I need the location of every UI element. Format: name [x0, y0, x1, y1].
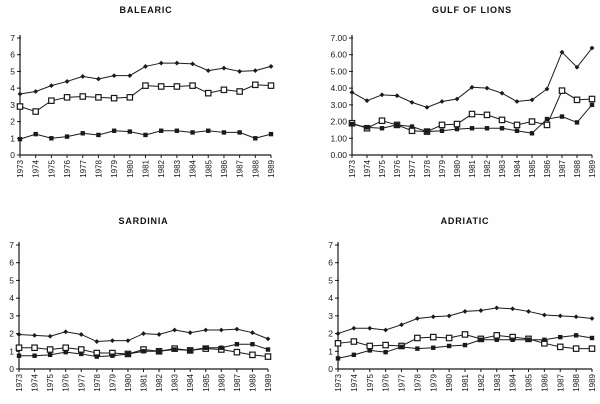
- svg-text:1985: 1985: [524, 374, 534, 392]
- svg-text:1.00: 1.00: [330, 133, 347, 144]
- svg-text:1983: 1983: [170, 374, 180, 392]
- svg-text:1984: 1984: [186, 374, 196, 392]
- svg-text:1977: 1977: [78, 160, 88, 178]
- svg-text:1985: 1985: [204, 160, 214, 178]
- svg-text:1980: 1980: [123, 374, 133, 392]
- svg-text:1985: 1985: [528, 160, 537, 178]
- svg-text:1988: 1988: [248, 374, 258, 392]
- svg-text:1983: 1983: [492, 374, 502, 392]
- svg-text:1976: 1976: [393, 160, 402, 178]
- svg-text:1: 1: [9, 346, 14, 357]
- chart-gulf-of-lions: [300, 0, 600, 202]
- svg-text:3: 3: [10, 99, 15, 110]
- svg-text:1974: 1974: [349, 374, 359, 392]
- svg-text:1988: 1988: [251, 160, 261, 178]
- svg-text:6.00: 6.00: [330, 49, 347, 60]
- chart-balearic: [0, 0, 300, 202]
- svg-text:5: 5: [10, 66, 15, 77]
- svg-text:4.00: 4.00: [330, 83, 347, 94]
- svg-text:3: 3: [328, 310, 333, 321]
- svg-text:1987: 1987: [232, 374, 242, 392]
- svg-text:0: 0: [9, 364, 14, 374]
- svg-text:1976: 1976: [381, 374, 391, 392]
- svg-text:1989: 1989: [588, 160, 597, 178]
- svg-text:1984: 1984: [508, 374, 518, 392]
- svg-text:1974: 1974: [363, 160, 372, 178]
- svg-text:1987: 1987: [556, 374, 566, 392]
- svg-text:4: 4: [10, 83, 15, 94]
- chart-title-gulf-of-lions: GULF OF LIONS: [432, 5, 512, 15]
- svg-text:0: 0: [328, 364, 333, 374]
- svg-text:1982: 1982: [157, 160, 167, 178]
- svg-text:1984: 1984: [513, 160, 522, 178]
- svg-text:3.00: 3.00: [330, 99, 347, 110]
- svg-text:2: 2: [328, 328, 333, 339]
- svg-text:1986: 1986: [219, 160, 229, 178]
- svg-text:1982: 1982: [155, 374, 165, 392]
- svg-text:1987: 1987: [558, 160, 567, 178]
- chart-canvas-adriatic: [300, 202, 600, 404]
- svg-text:1978: 1978: [92, 374, 102, 392]
- chart-title-balearic: BALEARIC: [119, 5, 173, 15]
- svg-text:1982: 1982: [476, 374, 486, 392]
- svg-text:1987: 1987: [235, 160, 245, 178]
- svg-text:1982: 1982: [483, 160, 492, 178]
- svg-text:0: 0: [10, 150, 15, 160]
- chart-sardinia: [0, 202, 300, 404]
- svg-text:0.00: 0.00: [330, 150, 347, 160]
- svg-text:2: 2: [10, 116, 15, 127]
- svg-text:1976: 1976: [61, 374, 71, 392]
- svg-text:4: 4: [9, 293, 14, 304]
- svg-text:1978: 1978: [423, 160, 432, 178]
- svg-text:1975: 1975: [365, 374, 375, 392]
- chart-title-adriatic: ADRIATIC: [440, 216, 490, 226]
- svg-text:5.00: 5.00: [330, 66, 347, 77]
- svg-text:1973: 1973: [16, 160, 25, 178]
- svg-text:1978: 1978: [94, 160, 104, 178]
- svg-text:6: 6: [328, 257, 333, 268]
- svg-text:1980: 1980: [453, 160, 462, 178]
- svg-text:1981: 1981: [461, 374, 470, 392]
- svg-text:1978: 1978: [413, 374, 423, 392]
- svg-text:1985: 1985: [201, 374, 211, 392]
- svg-text:1980: 1980: [445, 374, 455, 392]
- svg-text:1979: 1979: [429, 374, 439, 392]
- svg-text:1983: 1983: [498, 160, 507, 178]
- svg-text:1977: 1977: [408, 160, 417, 178]
- svg-text:5: 5: [9, 275, 14, 286]
- svg-text:1988: 1988: [573, 160, 582, 178]
- svg-text:1: 1: [328, 346, 333, 357]
- chart-canvas-gulf-of-lions: [300, 0, 600, 202]
- svg-text:1979: 1979: [438, 160, 447, 178]
- svg-text:2: 2: [9, 328, 14, 339]
- svg-text:1979: 1979: [108, 374, 118, 392]
- chart-title-sardinia: SARDINIA: [118, 216, 169, 226]
- svg-text:1976: 1976: [63, 160, 73, 178]
- svg-text:1975: 1975: [47, 160, 57, 178]
- svg-text:6: 6: [9, 257, 14, 268]
- svg-text:3: 3: [9, 310, 14, 321]
- svg-text:1989: 1989: [588, 374, 597, 392]
- svg-text:1988: 1988: [572, 374, 582, 392]
- svg-text:1975: 1975: [378, 160, 387, 178]
- svg-text:5: 5: [328, 275, 333, 286]
- svg-text:1974: 1974: [31, 160, 41, 178]
- svg-text:7: 7: [9, 240, 14, 250]
- svg-text:6: 6: [10, 49, 15, 60]
- svg-text:7: 7: [10, 33, 15, 43]
- chart-canvas-sardinia: [0, 202, 300, 404]
- svg-text:1974: 1974: [30, 374, 40, 392]
- svg-text:2.00: 2.00: [330, 116, 347, 127]
- svg-text:1986: 1986: [540, 374, 550, 392]
- svg-text:1983: 1983: [172, 160, 182, 178]
- svg-text:1986: 1986: [543, 160, 552, 178]
- svg-text:1989: 1989: [267, 160, 276, 178]
- svg-text:7.00: 7.00: [330, 33, 347, 43]
- svg-text:1981: 1981: [468, 160, 477, 178]
- svg-text:1986: 1986: [217, 374, 227, 392]
- svg-text:1: 1: [10, 133, 15, 144]
- svg-text:1977: 1977: [77, 374, 87, 392]
- svg-text:4: 4: [328, 293, 333, 304]
- svg-text:1981: 1981: [139, 374, 149, 392]
- svg-text:1975: 1975: [46, 374, 56, 392]
- svg-text:1984: 1984: [188, 160, 198, 178]
- chart-canvas-balearic: [0, 0, 300, 202]
- svg-text:1981: 1981: [141, 160, 151, 178]
- chart-adriatic: [300, 202, 600, 404]
- svg-text:1989: 1989: [264, 374, 273, 392]
- svg-text:1973: 1973: [15, 374, 24, 392]
- svg-text:1980: 1980: [125, 160, 135, 178]
- svg-text:7: 7: [328, 240, 333, 250]
- svg-text:1979: 1979: [110, 160, 120, 178]
- svg-text:1977: 1977: [397, 374, 407, 392]
- svg-text:1973: 1973: [334, 374, 343, 392]
- svg-text:1973: 1973: [348, 160, 357, 178]
